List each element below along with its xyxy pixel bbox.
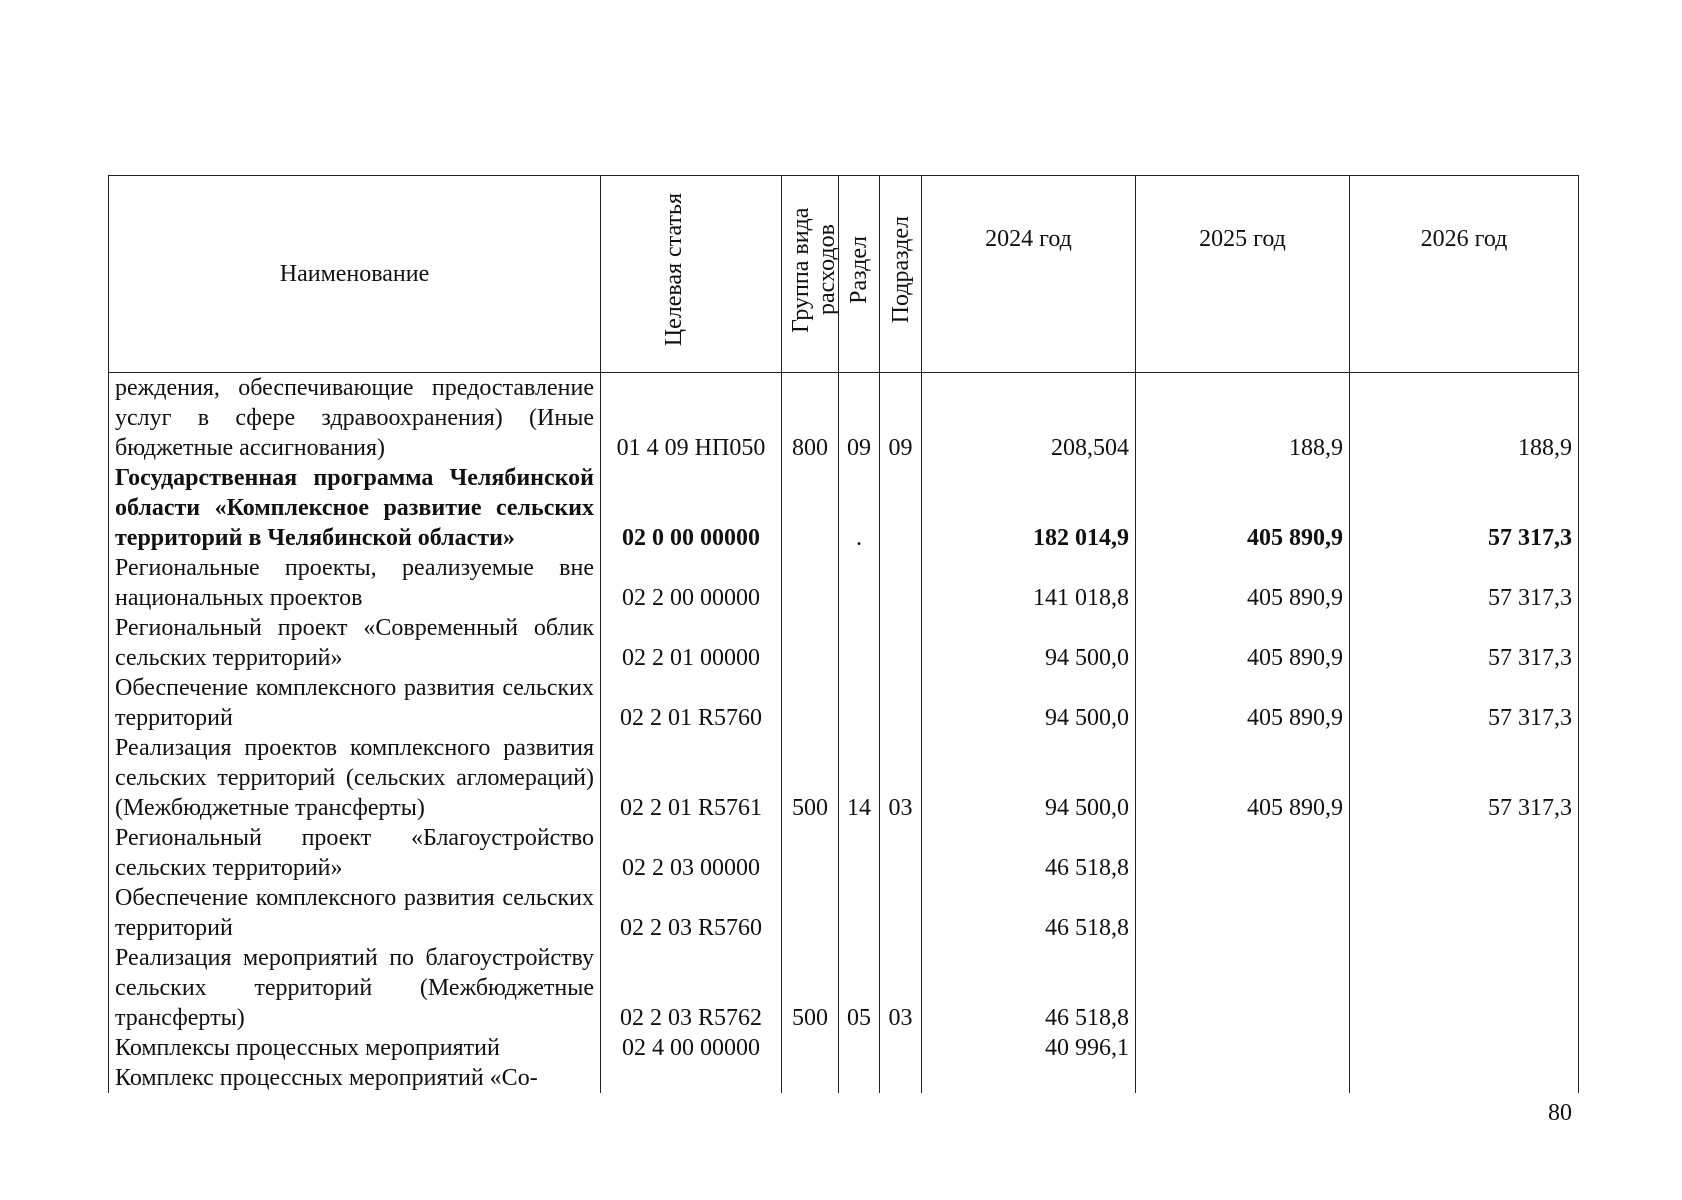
table-row: [109, 1033, 1579, 1063]
row-group: [782, 1033, 839, 1063]
row-2024: 94 500,0: [922, 673, 1136, 733]
row-2026: [1350, 883, 1579, 943]
row-subsection: [880, 883, 922, 943]
row-name: Комплекс процессных мероприятий «Со-: [109, 1063, 601, 1093]
row-group: [782, 673, 839, 733]
header-2025: 2025 год: [1136, 176, 1350, 373]
row-2026: 57 317,3: [1350, 463, 1579, 553]
row-2026: 57 317,3: [1350, 613, 1579, 673]
header-subsection: Подраздел: [880, 176, 922, 373]
budget-table: [108, 175, 1579, 1093]
table-row: [109, 733, 1579, 823]
row-2025: [1136, 1033, 1350, 1063]
table-header-row: [109, 176, 1579, 373]
row-subsection: [880, 673, 922, 733]
row-code: 02 2 01 00000: [601, 613, 782, 673]
row-2025: 405 890,9: [1136, 463, 1350, 553]
row-subsection: 03: [880, 943, 922, 1033]
row-2026: 57 317,3: [1350, 673, 1579, 733]
row-2025: [1136, 1063, 1350, 1093]
row-subsection: 03: [880, 733, 922, 823]
row-2025: 405 890,9: [1136, 553, 1350, 613]
row-2025: [1136, 823, 1350, 883]
row-2026: 57 317,3: [1350, 733, 1579, 823]
row-2025: 188,9: [1136, 373, 1350, 464]
row-group: 800: [782, 373, 839, 464]
row-2025: [1136, 943, 1350, 1033]
header-target-article: Целевая статья: [601, 176, 782, 373]
row-code: 02 2 00 00000: [601, 553, 782, 613]
row-2024: 182 014,9: [922, 463, 1136, 553]
row-section: [839, 1063, 880, 1093]
row-section: .: [839, 463, 880, 553]
row-section: [839, 1033, 880, 1063]
row-subsection: [880, 1033, 922, 1063]
table-row: [109, 613, 1579, 673]
row-subsection: [880, 823, 922, 883]
row-section: [839, 553, 880, 613]
row-group: 500: [782, 733, 839, 823]
row-section: [839, 673, 880, 733]
table-row: [109, 463, 1579, 553]
row-name: Обеспечение комплексного развития сельских территорий: [109, 883, 601, 943]
row-subsection: [880, 553, 922, 613]
row-2024: 46 518,8: [922, 943, 1136, 1033]
row-subsection: [880, 1063, 922, 1093]
row-code: 02 2 03 R5762: [601, 943, 782, 1033]
row-group: [782, 823, 839, 883]
row-group: [782, 463, 839, 553]
row-code: 02 2 01 R5761: [601, 733, 782, 823]
row-name: реждения, обеспечивающие предоставление услуг в сфере здравоохранения) (Иные бюджетные ассигнования): [109, 373, 601, 464]
row-2026: 57 317,3: [1350, 553, 1579, 613]
row-2024: 46 518,8: [922, 883, 1136, 943]
row-name: Комплексы процессных мероприятий: [109, 1033, 601, 1063]
row-2025: 405 890,9: [1136, 673, 1350, 733]
table-row: [109, 883, 1579, 943]
row-2024: 46 518,8: [922, 823, 1136, 883]
row-code: 02 0 00 00000: [601, 463, 782, 553]
row-code: 02 2 03 R5760: [601, 883, 782, 943]
row-subsection: 09: [880, 373, 922, 464]
row-2024: 208,504: [922, 373, 1136, 464]
row-2026: [1350, 943, 1579, 1033]
row-2025: 405 890,9: [1136, 733, 1350, 823]
row-2026: [1350, 823, 1579, 883]
row-name: Региональный проект «Современный облик сельских территорий»: [109, 613, 601, 673]
row-2024: [922, 1063, 1136, 1093]
row-code: 02 2 03 00000: [601, 823, 782, 883]
table-row: [109, 373, 1579, 464]
row-2025: 405 890,9: [1136, 613, 1350, 673]
row-2026: [1350, 1063, 1579, 1093]
header-2026: 2026 год: [1350, 176, 1579, 373]
row-code: 02 2 01 R5760: [601, 673, 782, 733]
row-group: [782, 883, 839, 943]
row-section: [839, 613, 880, 673]
row-code: [601, 1063, 782, 1093]
row-section: [839, 823, 880, 883]
header-expense-group: Группа вида расходов: [782, 176, 839, 373]
row-2024: 94 500,0: [922, 613, 1136, 673]
row-group: [782, 1063, 839, 1093]
table-row: [109, 1063, 1579, 1093]
row-2024: 40 996,1: [922, 1033, 1136, 1063]
row-subsection: [880, 463, 922, 553]
row-name: Государственная программа Челябинской области «Комплексное развитие сельских территорий в Челябинской области»: [109, 463, 601, 553]
row-section: 05: [839, 943, 880, 1033]
table-row: [109, 673, 1579, 733]
table-row: [109, 823, 1579, 883]
row-group: [782, 613, 839, 673]
row-section: 09: [839, 373, 880, 464]
header-2024: 2024 год: [922, 176, 1136, 373]
row-2026: 188,9: [1350, 373, 1579, 464]
row-group: [782, 553, 839, 613]
row-name: Реализация мероприятий по благоустройству сельских территорий (Межбюджетные трансферты): [109, 943, 601, 1033]
header-section: Раздел: [839, 176, 880, 373]
table-row: [109, 553, 1579, 613]
table-row: [109, 943, 1579, 1033]
row-section: [839, 883, 880, 943]
page-number: 80: [1548, 1100, 1572, 1126]
row-subsection: [880, 613, 922, 673]
row-2024: 141 018,8: [922, 553, 1136, 613]
row-name: Обеспечение комплексного развития сельских территорий: [109, 673, 601, 733]
row-code: 01 4 09 НП050: [601, 373, 782, 464]
row-group: 500: [782, 943, 839, 1033]
row-name: Реализация проектов комплексного развития сельских территорий (сельских агломераций) (Межбюджетные трансферты): [109, 733, 601, 823]
row-name: Региональные проекты, реализуемые вне национальных проектов: [109, 553, 601, 613]
row-2025: [1136, 883, 1350, 943]
row-2024: 94 500,0: [922, 733, 1136, 823]
row-2026: [1350, 1033, 1579, 1063]
row-code: 02 4 00 00000: [601, 1033, 782, 1063]
row-section: 14: [839, 733, 880, 823]
header-name: Наименование: [109, 176, 601, 373]
row-name: Региональный проект «Благоустройство сельских территорий»: [109, 823, 601, 883]
